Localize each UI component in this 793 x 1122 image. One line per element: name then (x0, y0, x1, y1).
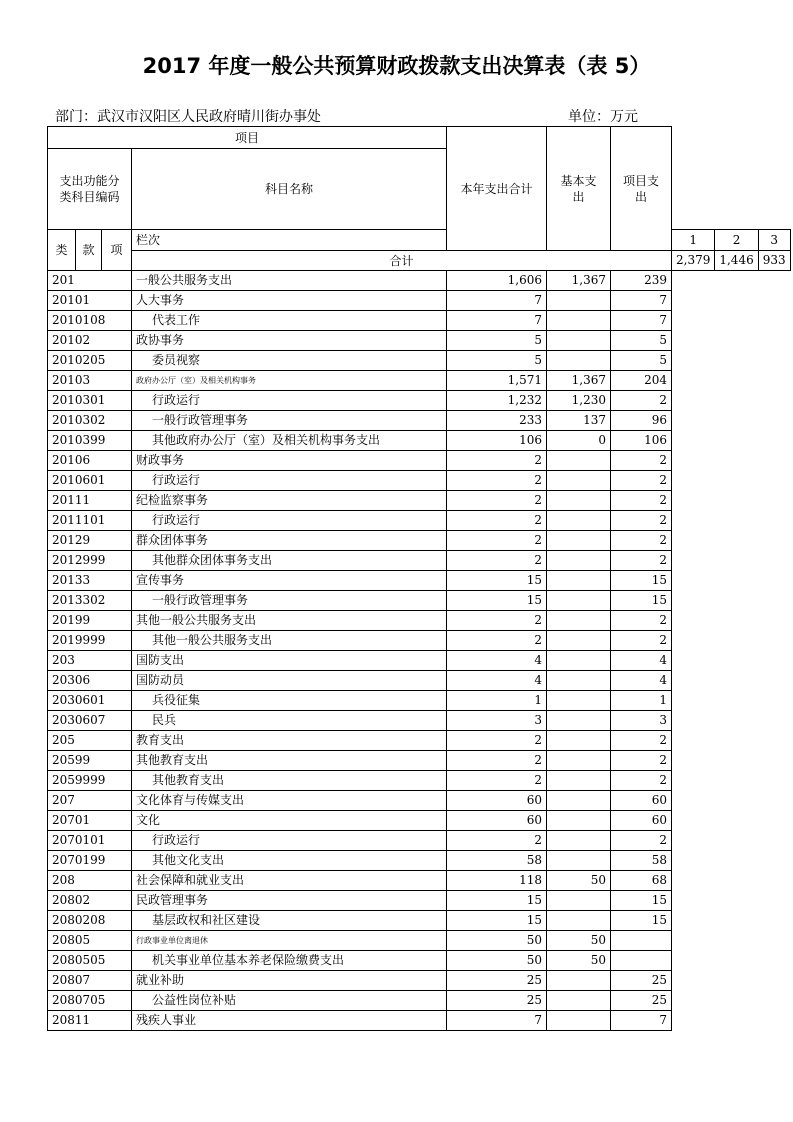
row-basic: 1,230 (547, 391, 611, 411)
row-code: 2030601 (48, 691, 132, 711)
header-row-3 (48, 230, 791, 251)
row-name: 财政事务 (132, 451, 447, 471)
row-code: 20599 (48, 751, 132, 771)
row-project: 4 (611, 671, 672, 691)
row-total: 1,232 (447, 391, 547, 411)
row-basic: 137 (547, 411, 611, 431)
row-code: 205 (48, 731, 132, 751)
row-basic (547, 491, 611, 511)
row-code: 2080705 (48, 991, 132, 1011)
row-name: 行政运行 (132, 471, 447, 491)
table-row (48, 431, 791, 451)
row-name: 其他群众团体事务支出 (132, 551, 447, 571)
row-total: 50 (447, 931, 547, 951)
table-row (48, 951, 791, 971)
row-project: 15 (611, 911, 672, 931)
row-name: 国防动员 (132, 671, 447, 691)
row-project: 2 (611, 531, 672, 551)
row-name: 兵役征集 (132, 691, 447, 711)
row-project: 7 (611, 1011, 672, 1031)
header-lanci: 栏次 (132, 230, 447, 251)
table-row (48, 931, 791, 951)
row-basic (547, 891, 611, 911)
page-title: 2017 年度一般公共预算财政拨款支出决算表（表 5） (142, 54, 651, 78)
table-row (48, 351, 791, 371)
row-name: 委员视察 (132, 351, 447, 371)
row-code: 2070101 (48, 831, 132, 851)
table-row (48, 491, 791, 511)
row-name: 其他文化支出 (132, 851, 447, 871)
row-total: 2 (447, 731, 547, 751)
row-project: 2 (611, 551, 672, 571)
row-basic (547, 911, 611, 931)
row-project: 5 (611, 331, 672, 351)
row-code: 20306 (48, 671, 132, 691)
row-total: 2 (447, 531, 547, 551)
header-row-1 (48, 127, 791, 149)
row-name: 公益性岗位补贴 (132, 991, 447, 1011)
row-name: 政府办公厅（室）及相关机构事务 (132, 371, 447, 391)
table-row (48, 571, 791, 591)
row-project: 2 (611, 471, 672, 491)
table-row (48, 551, 791, 571)
row-total: 2 (447, 611, 547, 631)
row-total: 15 (447, 591, 547, 611)
row-project: 2 (611, 611, 672, 631)
row-name: 一般行政管理事务 (132, 411, 447, 431)
row-total: 5 (447, 351, 547, 371)
row-code: 2013302 (48, 591, 132, 611)
row-total: 2 (447, 451, 547, 471)
row-basic (547, 731, 611, 751)
table-row (48, 651, 791, 671)
row-code: 20802 (48, 891, 132, 911)
table-row (48, 531, 791, 551)
row-total: 106 (447, 431, 547, 451)
row-basic (547, 691, 611, 711)
row-code: 2011101 (48, 511, 132, 531)
header-xiang: 项 (102, 230, 132, 271)
row-name: 宣传事务 (132, 571, 447, 591)
row-name: 民政管理事务 (132, 891, 447, 911)
row-project: 5 (611, 351, 672, 371)
row-name: 行政运行 (132, 391, 447, 411)
row-code: 20133 (48, 571, 132, 591)
row-project (611, 931, 672, 951)
row-basic (547, 971, 611, 991)
row-name: 残疾人事业 (132, 1011, 447, 1031)
row-total: 60 (447, 811, 547, 831)
row-code: 2059999 (48, 771, 132, 791)
table-row (48, 891, 791, 911)
row-name: 教育支出 (132, 731, 447, 751)
row-total: 2 (447, 511, 547, 531)
row-project: 7 (611, 291, 672, 311)
table-row (48, 811, 791, 831)
row-total: 4 (447, 671, 547, 691)
row-total: 15 (447, 571, 547, 591)
header-lei: 类 (48, 230, 76, 271)
row-name: 民兵 (132, 711, 447, 731)
row-name: 人大事务 (132, 291, 447, 311)
row-project: 204 (611, 371, 672, 391)
row-code: 2010399 (48, 431, 132, 451)
table-row (48, 371, 791, 391)
row-total: 3 (447, 711, 547, 731)
row-total: 5 (447, 331, 547, 351)
table-row (48, 911, 791, 931)
row-name: 文化 (132, 811, 447, 831)
row-project: 106 (611, 431, 672, 451)
row-total: 2 (447, 751, 547, 771)
table-row (48, 411, 791, 431)
column-number-1: 1 (672, 230, 715, 251)
row-basic: 50 (547, 931, 611, 951)
row-basic: 1,367 (547, 271, 611, 291)
row-basic (547, 551, 611, 571)
row-total: 4 (447, 651, 547, 671)
row-total: 15 (447, 891, 547, 911)
row-basic (547, 851, 611, 871)
row-name: 其他一般公共服务支出 (132, 611, 447, 631)
row-project: 4 (611, 651, 672, 671)
row-total: 1,606 (447, 271, 547, 291)
row-code: 203 (48, 651, 132, 671)
row-name: 其他教育支出 (132, 771, 447, 791)
row-code: 2080505 (48, 951, 132, 971)
row-basic (547, 791, 611, 811)
header-name: 科目名称 (132, 149, 447, 230)
row-code: 2010301 (48, 391, 132, 411)
table-row (48, 471, 791, 491)
row-project: 2 (611, 491, 672, 511)
row-code: 20129 (48, 531, 132, 551)
row-project: 1 (611, 691, 672, 711)
row-total: 2 (447, 491, 547, 511)
row-name: 一般行政管理事务 (132, 591, 447, 611)
row-total: 50 (447, 951, 547, 971)
row-basic (547, 531, 611, 551)
row-basic (547, 351, 611, 371)
row-basic (547, 511, 611, 531)
row-project: 68 (611, 871, 672, 891)
row-basic (547, 611, 611, 631)
row-project: 3 (611, 711, 672, 731)
row-basic (547, 471, 611, 491)
row-total: 60 (447, 791, 547, 811)
row-name: 社会保障和就业支出 (132, 871, 447, 891)
table-row (48, 771, 791, 791)
row-project: 25 (611, 991, 672, 1011)
row-code: 201 (48, 271, 132, 291)
row-code: 20106 (48, 451, 132, 471)
row-name: 其他政府办公厅（室）及相关机构事务支出 (132, 431, 447, 451)
row-project: 2 (611, 631, 672, 651)
row-code: 20103 (48, 371, 132, 391)
header-code: 支出功能分类科目编码 (48, 149, 132, 230)
row-name: 其他教育支出 (132, 751, 447, 771)
row-total: 7 (447, 1011, 547, 1031)
row-basic (547, 811, 611, 831)
row-basic (547, 571, 611, 591)
row-code: 20701 (48, 811, 132, 831)
column-number-2: 2 (715, 230, 758, 251)
row-project: 15 (611, 591, 672, 611)
row-project: 2 (611, 451, 672, 471)
table-row (48, 311, 791, 331)
row-project: 96 (611, 411, 672, 431)
row-code: 208 (48, 871, 132, 891)
row-project: 2 (611, 751, 672, 771)
row-total: 25 (447, 991, 547, 1011)
row-basic (547, 291, 611, 311)
header-total: 本年支出合计 (447, 127, 547, 251)
table-row (48, 871, 791, 891)
row-project: 2 (611, 391, 672, 411)
row-code: 20805 (48, 931, 132, 951)
row-total: 2 (447, 831, 547, 851)
table-row (48, 831, 791, 851)
total-label: 合计 (132, 251, 672, 271)
table-row (48, 631, 791, 651)
row-code: 2019999 (48, 631, 132, 651)
row-total: 2 (447, 471, 547, 491)
row-name: 群众团体事务 (132, 531, 447, 551)
row-name: 机关事业单位基本养老保险缴费支出 (132, 951, 447, 971)
row-name: 基层政权和社区建设 (132, 911, 447, 931)
row-code: 2070199 (48, 851, 132, 871)
row-basic (547, 331, 611, 351)
row-basic: 50 (547, 871, 611, 891)
row-total: 15 (447, 911, 547, 931)
row-code: 2010601 (48, 471, 132, 491)
row-name: 行政运行 (132, 831, 447, 851)
row-total: 118 (447, 871, 547, 891)
row-basic (547, 831, 611, 851)
row-project: 58 (611, 851, 672, 871)
row-total: 58 (447, 851, 547, 871)
table-row (48, 511, 791, 531)
row-name: 就业补助 (132, 971, 447, 991)
row-code: 2012999 (48, 551, 132, 571)
budget-table (47, 126, 791, 1031)
row-project: 2 (611, 771, 672, 791)
table-row (48, 971, 791, 991)
row-code: 207 (48, 791, 132, 811)
header-basic: 基本支出 (547, 127, 611, 251)
row-code: 20111 (48, 491, 132, 511)
row-total: 7 (447, 291, 547, 311)
row-total: 2 (447, 551, 547, 571)
row-name: 纪检监察事务 (132, 491, 447, 511)
table-row (48, 591, 791, 611)
row-project: 2 (611, 731, 672, 751)
row-project: 60 (611, 811, 672, 831)
row-basic (547, 711, 611, 731)
row-project: 60 (611, 791, 672, 811)
column-number-3: 3 (758, 230, 790, 251)
table-row (48, 751, 791, 771)
table-row (48, 711, 791, 731)
row-name: 政协事务 (132, 331, 447, 351)
row-basic (547, 311, 611, 331)
row-name: 行政事业单位离退休 (132, 931, 447, 951)
row-basic: 1,367 (547, 371, 611, 391)
header-item: 项目 (48, 127, 447, 149)
row-code: 2030607 (48, 711, 132, 731)
row-code: 20101 (48, 291, 132, 311)
row-basic: 0 (547, 431, 611, 451)
row-name: 一般公共服务支出 (132, 271, 447, 291)
row-code: 20199 (48, 611, 132, 631)
row-project: 15 (611, 571, 672, 591)
table-row (48, 731, 791, 751)
row-project: 239 (611, 271, 672, 291)
row-name: 其他一般公共服务支出 (132, 631, 447, 651)
row-project: 25 (611, 971, 672, 991)
table-row (48, 671, 791, 691)
row-code: 20807 (48, 971, 132, 991)
row-total: 2 (447, 631, 547, 651)
row-project: 7 (611, 311, 672, 331)
row-basic (547, 451, 611, 471)
row-name: 国防支出 (132, 651, 447, 671)
table-row (48, 451, 791, 471)
row-total: 233 (447, 411, 547, 431)
table-row (48, 791, 791, 811)
row-project (611, 951, 672, 971)
row-total: 2 (447, 771, 547, 791)
header-kuan: 款 (76, 230, 102, 271)
row-code: 20102 (48, 331, 132, 351)
unit-label: 单位：万元 (568, 109, 638, 125)
row-total: 1 (447, 691, 547, 711)
table-row (48, 991, 791, 1011)
table-row (48, 851, 791, 871)
total-project: 933 (758, 251, 790, 271)
row-name: 代表工作 (132, 311, 447, 331)
total-row (48, 251, 791, 271)
row-code: 20811 (48, 1011, 132, 1031)
total-basic: 1,446 (715, 251, 758, 271)
row-basic (547, 751, 611, 771)
row-total: 7 (447, 311, 547, 331)
table-row (48, 331, 791, 351)
table-row (48, 611, 791, 631)
department-label: 部门：武汉市汉阳区人民政府晴川街办事处 (55, 109, 321, 125)
row-code: 2010302 (48, 411, 132, 431)
row-basic (547, 631, 611, 651)
row-basic (547, 671, 611, 691)
row-basic (547, 651, 611, 671)
row-basic (547, 1011, 611, 1031)
row-code: 2080208 (48, 911, 132, 931)
row-project: 15 (611, 891, 672, 911)
row-basic (547, 991, 611, 1011)
header-row-2 (48, 149, 791, 230)
row-total: 1,571 (447, 371, 547, 391)
row-project: 2 (611, 831, 672, 851)
row-code: 2010205 (48, 351, 132, 371)
row-project: 2 (611, 511, 672, 531)
header-project: 项目支出 (611, 127, 672, 251)
row-total: 25 (447, 971, 547, 991)
row-basic (547, 591, 611, 611)
row-name: 行政运行 (132, 511, 447, 531)
row-basic: 50 (547, 951, 611, 971)
total-amount: 2,379 (672, 251, 715, 271)
row-basic (547, 771, 611, 791)
table-row (48, 291, 791, 311)
row-name: 文化体育与传媒支出 (132, 791, 447, 811)
row-code: 2010108 (48, 311, 132, 331)
table-row (48, 271, 791, 291)
table-row (48, 1011, 791, 1031)
table-row (48, 391, 791, 411)
table-row (48, 691, 791, 711)
